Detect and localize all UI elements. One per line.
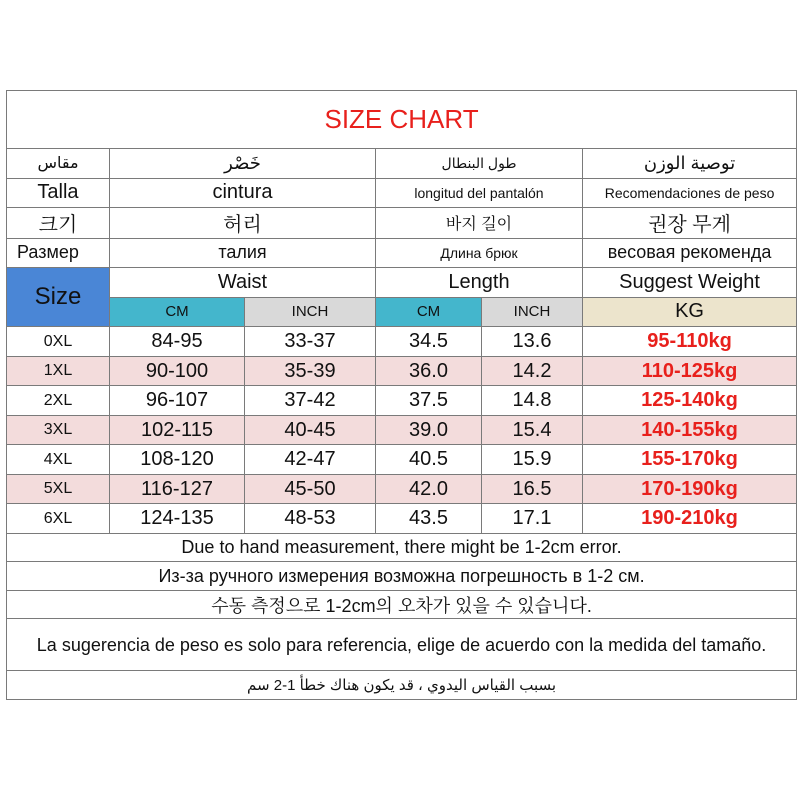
length-column-header: Length [376,268,583,298]
length-inch-cell: 17.1 [482,504,583,534]
spanish-header-row [7,178,797,208]
header-size-spanish: Talla [7,178,110,208]
waist-inch-cell: 37-42 [245,386,376,416]
waist-cm-cell: 102-115 [110,415,245,445]
table-row [7,504,797,534]
header-waist-arabic: خَصْر [110,149,376,179]
note-english: Due to hand measurement, there might be 1-2cm error. [7,533,797,562]
size-cell: 0XL [7,327,110,357]
waist-inch-cell: 45-50 [245,474,376,504]
header-weight-korean: 권장 무게 [583,208,797,239]
waist-cm-header: CM [110,297,245,327]
weight-cell: 170-190kg [583,474,797,504]
size-cell: 2XL [7,386,110,416]
waist-inch-cell: 33-37 [245,327,376,357]
weight-cell: 110-125kg [583,356,797,386]
table-row [7,415,797,445]
length-cm-cell: 34.5 [376,327,482,357]
header-length-korean: 바지 길이 [376,208,583,239]
length-cm-cell: 36.0 [376,356,482,386]
header-waist-korean: 허리 [110,208,376,239]
length-inch-header: INCH [482,297,583,327]
russian-header-row [7,238,797,268]
title-row [7,91,797,149]
weight-cell: 155-170kg [583,445,797,475]
length-cm-cell: 37.5 [376,386,482,416]
note-spanish: La sugerencia de peso es solo para referencia, elige de acuerdo con la medida del tamaño. [7,619,797,671]
note-row-korean [7,590,797,619]
header-weight-arabic: توصية الوزن [583,149,797,179]
header-size-korean: 크기 [7,208,110,239]
weight-cell: 95-110kg [583,327,797,357]
weight-column-header: Suggest Weight [583,268,797,298]
size-chart-table [6,90,797,700]
waist-cm-cell: 96-107 [110,386,245,416]
size-cell: 4XL [7,445,110,475]
header-length-russian: Длина брюк [376,238,583,268]
waist-inch-cell: 48-53 [245,504,376,534]
length-inch-cell: 15.9 [482,445,583,475]
korean-header-row [7,208,797,239]
note-row-english [7,533,797,562]
unit-header-row [7,297,797,327]
size-cell: 1XL [7,356,110,386]
size-cell: 6XL [7,504,110,534]
length-inch-cell: 13.6 [482,327,583,357]
note-row-russian [7,562,797,591]
note-row-spanish [7,619,797,671]
waist-inch-cell: 35-39 [245,356,376,386]
note-arabic: بسبب القياس اليدوي ، قد يكون هناك خطأ 1-2 سم [7,671,797,700]
table-row [7,356,797,386]
header-size-arabic: مقاس [7,149,110,179]
header-waist-russian: талия [110,238,376,268]
waist-inch-cell: 42-47 [245,445,376,475]
size-column-header: Size [7,268,110,327]
header-size-russian: Размер [7,238,110,268]
length-cm-cell: 43.5 [376,504,482,534]
waist-inch-header: INCH [245,297,376,327]
header-weight-spanish: Recomendaciones de peso [583,178,797,208]
length-cm-cell: 40.5 [376,445,482,475]
length-cm-header: CM [376,297,482,327]
length-cm-cell: 39.0 [376,415,482,445]
length-cm-cell: 42.0 [376,474,482,504]
note-row-arabic [7,671,797,700]
header-waist-spanish: cintura [110,178,376,208]
note-russian: Из-за ручного измерения возможна погрешность в 1-2 см. [7,562,797,591]
waist-cm-cell: 124-135 [110,504,245,534]
length-inch-cell: 15.4 [482,415,583,445]
header-length-spanish: longitud del pantalón [376,178,583,208]
size-cell: 5XL [7,474,110,504]
length-inch-cell: 14.2 [482,356,583,386]
table-row [7,445,797,475]
waist-cm-cell: 84-95 [110,327,245,357]
length-inch-cell: 16.5 [482,474,583,504]
arabic-header-row [7,149,797,179]
chart-title: SIZE CHART [7,91,797,149]
header-weight-russian: весовая рекомендa [583,238,797,268]
size-cell: 3XL [7,415,110,445]
weight-cell: 190-210kg [583,504,797,534]
table-row [7,386,797,416]
table-row [7,474,797,504]
weight-cell: 125-140kg [583,386,797,416]
header-length-arabic: طول البنطال [376,149,583,179]
table-row [7,327,797,357]
waist-inch-cell: 40-45 [245,415,376,445]
note-korean: 수동 측정으로 1-2cm의 오차가 있을 수 있습니다. [7,590,797,619]
waist-cm-cell: 108-120 [110,445,245,475]
waist-cm-cell: 90-100 [110,356,245,386]
waist-cm-cell: 116-127 [110,474,245,504]
measurement-header-row [7,268,797,298]
weight-kg-header: KG [583,297,797,327]
waist-column-header: Waist [110,268,376,298]
weight-cell: 140-155kg [583,415,797,445]
length-inch-cell: 14.8 [482,386,583,416]
